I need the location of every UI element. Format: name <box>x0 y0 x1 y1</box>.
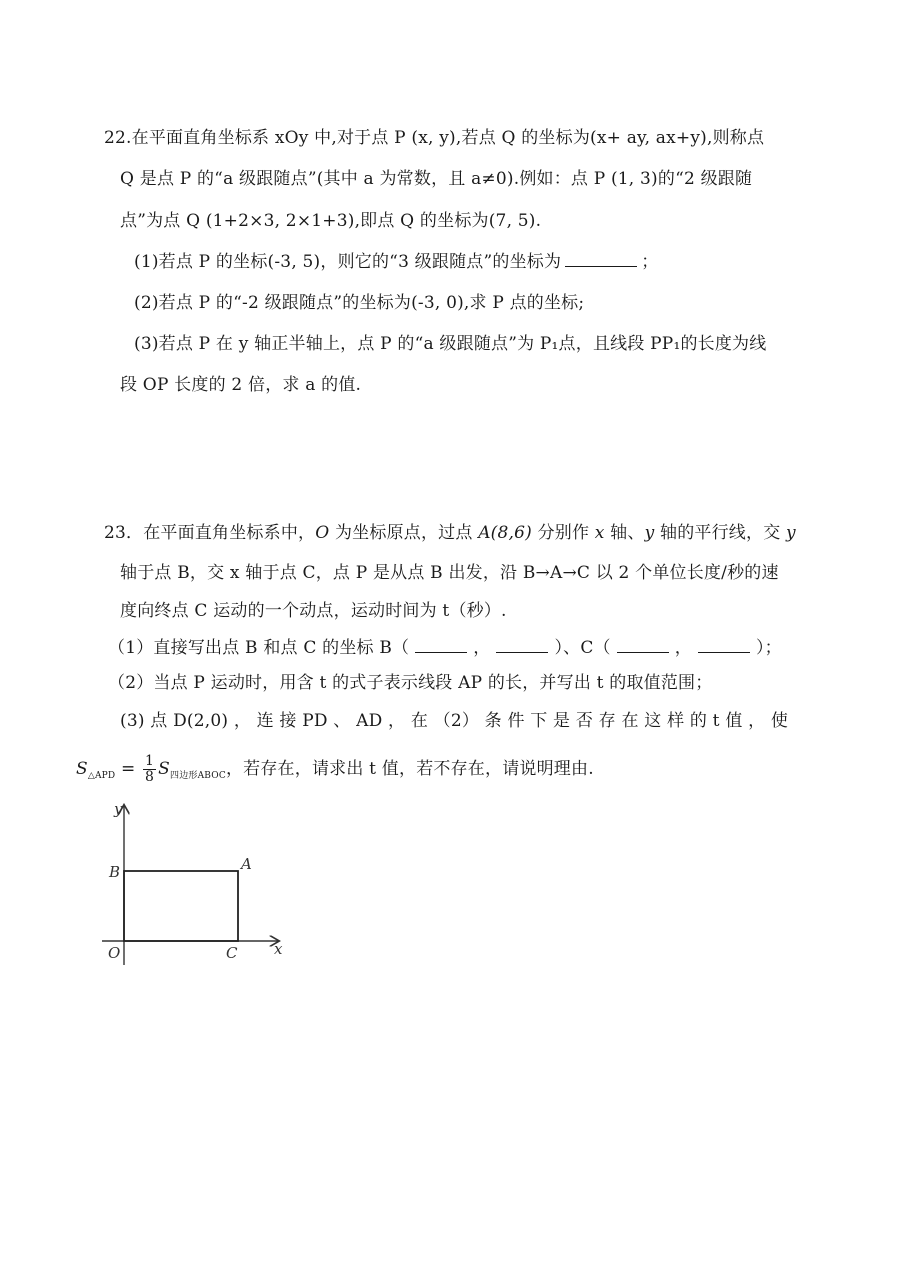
q23-line-1-d: 轴、 <box>604 523 645 543</box>
q23-y: y <box>644 523 655 543</box>
area-sub-ABOC: 四边形ABOC <box>170 771 226 781</box>
q23-line-2: 轴于点 B，交 x 轴于点 C，点 P 是从点 B 出发，沿 B→A→C 以 2 个单位长度/秒的速 <box>120 563 779 583</box>
q23-x: x <box>594 523 605 543</box>
label-O: O <box>108 944 121 962</box>
q23-line-1-a: 23．在平面直角坐标系中， <box>104 523 316 543</box>
answer-blank-b-y <box>496 636 548 653</box>
q23-line-3: 度向终点 C 运动的一个动点，运动时间为 t（秒）. <box>120 601 507 621</box>
q22-part-2: (2)若点 P 的“-2 级跟随点”的坐标为(-3, 0),求 P 点的坐标; <box>134 293 585 313</box>
fraction-numerator: 1 <box>145 753 155 769</box>
q22-line-1: 22.在平面直角坐标系 xOy 中,对于点 P (x, y),若点 Q 的坐标为(x+ ay, ax+y),则称点 <box>104 128 765 148</box>
q23-line-1-e: 轴的平行线，交 <box>654 523 787 543</box>
q22-part-1-text: (1)若点 P 的坐标(-3, 5)，则它的“3 级跟随点”的坐标为 <box>134 252 562 272</box>
q23-part-2: （2）当点 P 运动时，用含 t 的式子表示线段 AP 的长，并写出 t 的取值范围； <box>108 673 713 693</box>
q23-y2: y <box>786 523 796 543</box>
q23-comma-2: ， <box>674 638 692 658</box>
q23-point-A: A(8,6) <box>478 523 532 543</box>
q23-part-1-end: ）； <box>755 638 782 658</box>
q23-part-1-a: （1）直接写出点 B 和点 C 的坐标 B（ <box>108 638 410 658</box>
q22-line-3: 点”为点 Q (1+2×3, 2×1+3),即点 Q 的坐标为(7, 5). <box>120 211 542 231</box>
y-axis-label: y <box>114 800 123 818</box>
q23-part-3-line-1: (3) 点 D(2,0) ， 连 接 PD 、 AD ， 在 （2） 条 件 下 是 否 存 在 这 样 的 t 值 ， 使 <box>120 711 789 731</box>
equals: = <box>120 759 136 779</box>
answer-blank <box>565 250 637 267</box>
q23-part-3-rest: ，若存在，请求出 t 值，若不存在，请说明理由. <box>225 759 594 779</box>
q23-line-1-c: 分别作 <box>531 523 595 543</box>
q22-part-1-end: ； <box>641 252 659 272</box>
q23-line-1 <box>104 522 796 544</box>
answer-blank-c-x <box>617 636 669 653</box>
area-S: S <box>76 759 88 779</box>
q22-part-3-line-1: (3)若点 P 在 y 轴正半轴上，点 P 的“a 级跟随点”为 P₁点，且线段 PP₁的长度为线 <box>134 334 767 354</box>
q22-part-3-line-2: 段 OP 长度的 2 倍，求 a 的值. <box>120 375 362 395</box>
q23-line-1-b: 为坐标原点，过点 <box>329 523 479 543</box>
q22-line-2: Q 是点 P 的“a 级跟随点”(其中 a 为常数，且 a≠0).例如：点 P (1, 3)的“2 级跟随 <box>120 169 753 189</box>
coordinate-figure <box>98 800 298 970</box>
label-A: A <box>241 855 252 873</box>
area-sub-APD: △APD <box>87 771 116 781</box>
q23-part-3-line-2 <box>76 754 594 787</box>
q23-origin-O: O <box>315 523 330 543</box>
area-S2: S <box>158 759 170 779</box>
answer-blank-b-x <box>415 636 467 653</box>
fraction-denominator: 8 <box>145 769 155 785</box>
q22-part-1 <box>134 250 658 273</box>
q23-comma-1: ， <box>473 638 491 658</box>
rectangle-ABOC <box>124 871 238 941</box>
label-B: B <box>109 863 121 881</box>
q23-part-1-b: ）、C（ <box>554 638 611 658</box>
q23-part-1 <box>108 636 782 659</box>
answer-blank-c-y <box>698 636 750 653</box>
x-axis-label: x <box>274 940 283 958</box>
fraction-one-eighth <box>143 754 156 785</box>
label-C: C <box>226 944 238 962</box>
